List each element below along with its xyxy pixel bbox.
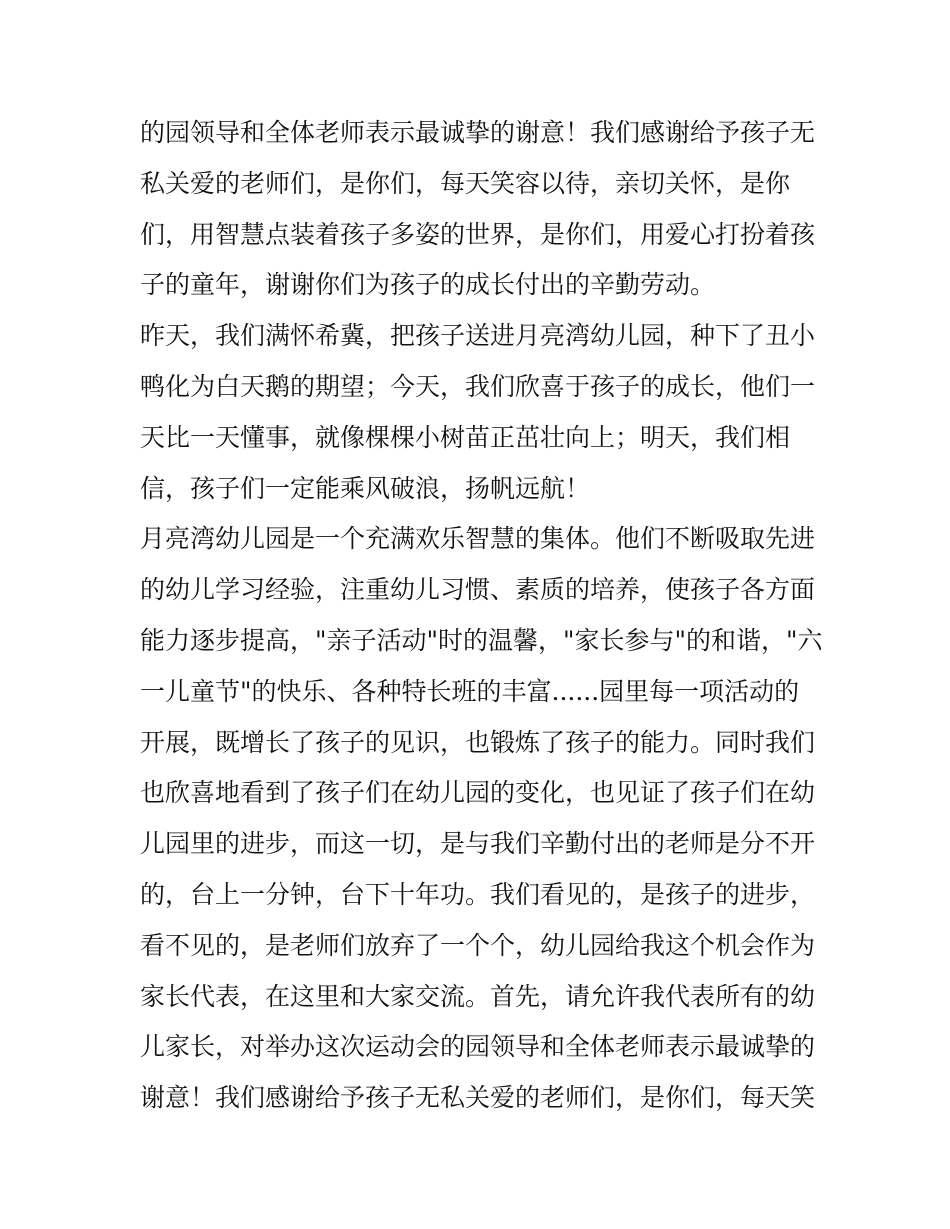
text-line: 私关爱的老师们，是你们，每天笑容以待，亲切关怀，是你 — [140, 168, 791, 198]
text-line: 信，孩子们一定能乘风破浪，扬帆远航！ — [140, 473, 591, 503]
text-line: 儿家长，对举办这次运动会的园领导和全体老师表示最诚挚的 — [140, 1032, 816, 1062]
text-line: 们，用智慧点装着孩子多姿的世界，是你们，用爱心打扮着孩 — [140, 219, 816, 249]
text-line: 谢意！我们感谢给予孩子无私关爱的老师们，是你们，每天笑 — [140, 1083, 816, 1113]
body-text — [140, 108, 823, 1124]
text-line: 家长代表，在这里和大家交流。首先，请允许我代表所有的幼 — [140, 981, 816, 1011]
text-line: 儿园里的进步，而这一切，是与我们辛勤付出的老师是分不开 — [140, 829, 816, 859]
text-line: 昨天，我们满怀希冀，把孩子送进月亮湾幼儿园，种下了丑小 — [140, 321, 816, 351]
text-line: 鸭化为白天鹅的期望；今天，我们欣喜于孩子的成长，他们一 — [140, 371, 816, 401]
text-line: 开展，既增长了孩子的见识，也锻炼了孩子的能力。同时我们 — [140, 727, 816, 757]
text-line: 看不见的，是老师们放弃了一个个，幼儿园给我这个机会作为 — [140, 930, 816, 960]
text-line: 的幼儿学习经验，注重幼儿习惯、素质的培养，使孩子各方面 — [140, 575, 816, 605]
text-line: 能力逐步提高，"亲子活动"时的温馨，"家长参与"的和谐，"六 — [140, 625, 823, 655]
text-line: 的，台上一分钟，台下十年功。我们看见的，是孩子的进步， — [140, 879, 816, 909]
text-line: 的园领导和全体老师表示最诚挚的谢意！我们感谢给予孩子无 — [140, 118, 816, 147]
text-line: 一儿童节"的快乐、各种特长班的丰富......园里每一项活动的 — [140, 676, 800, 706]
text-line: 天比一天懂事，就像棵棵小树苗正茁壮向上；明天，我们相 — [140, 422, 791, 452]
text-line: 子的童年，谢谢你们为孩子的成长付出的辛勤劳动。 — [140, 270, 716, 300]
text-line: 也欣喜地看到了孩子们在幼儿园的变化，也见证了孩子们在幼 — [140, 778, 816, 808]
text-line: 月亮湾幼儿园是一个充满欢乐智慧的集体。他们不断吸取先进 — [140, 524, 816, 554]
